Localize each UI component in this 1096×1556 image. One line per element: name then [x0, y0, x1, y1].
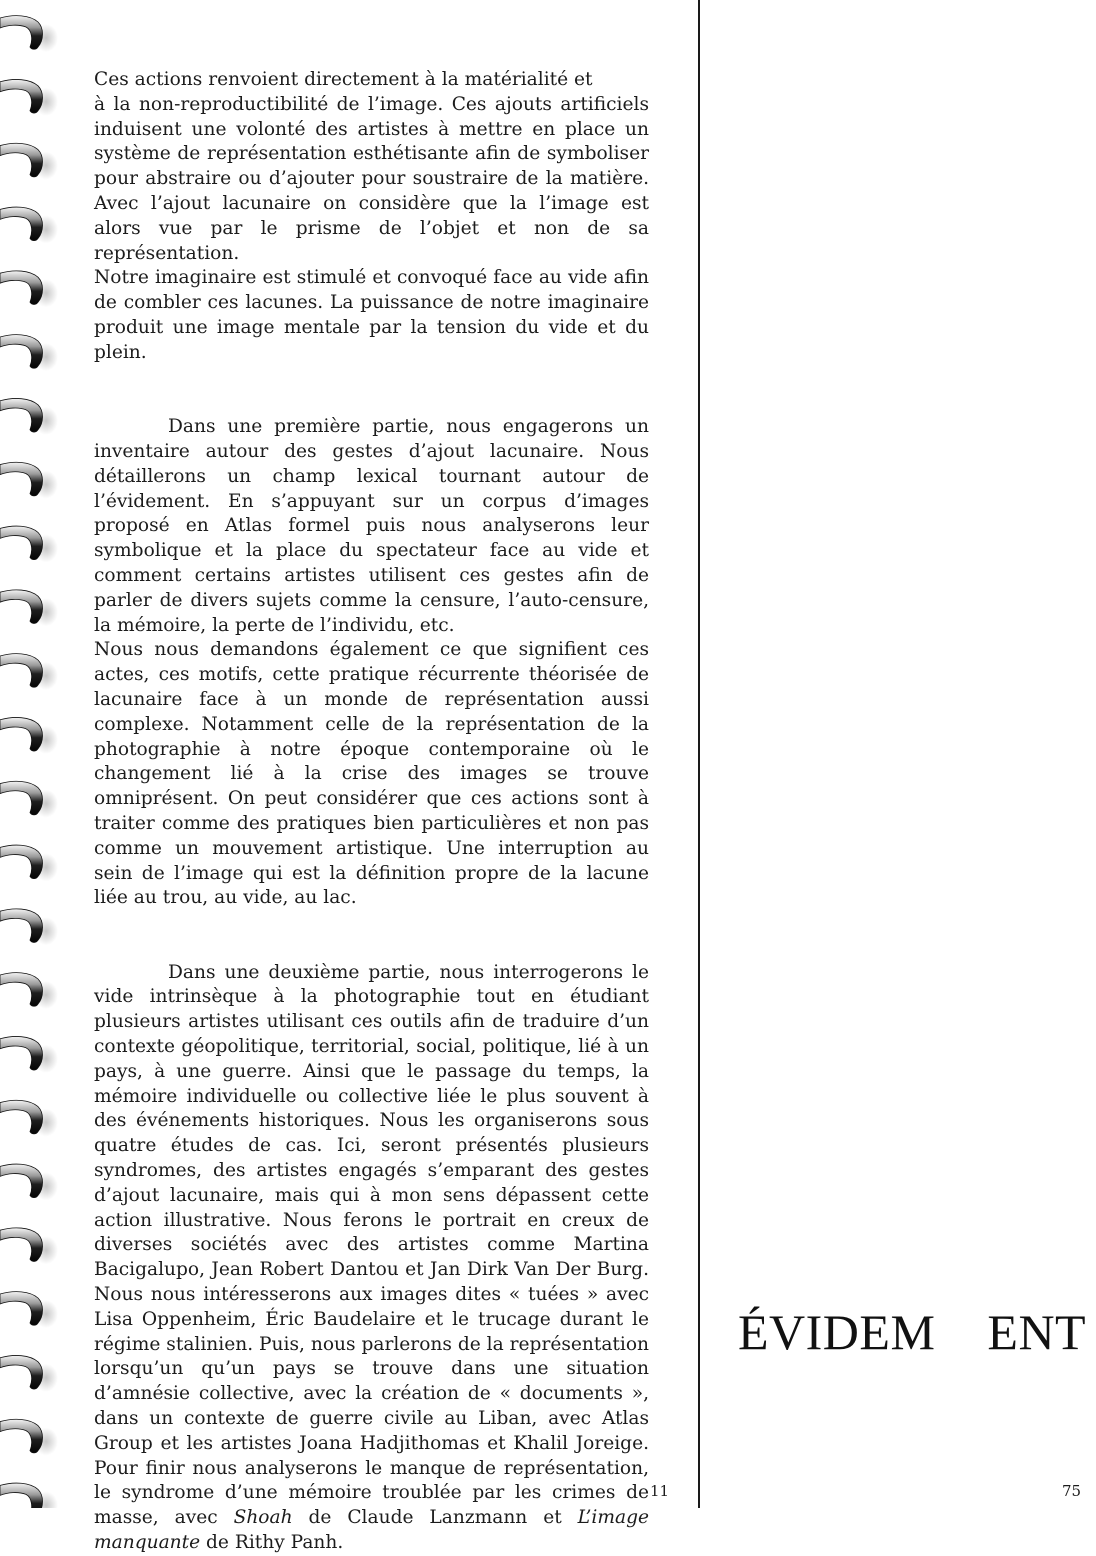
- page-divider: [698, 0, 700, 1508]
- paragraph-imaginaire: Notre imaginaire est stimulé et convoqué face au vide afin de combler ces lacunes. La puissance de notre imaginaire produit une image mentale par la tension du vide et du plein.: [94, 267, 649, 363]
- spiral-ring: [0, 845, 43, 879]
- title-shoah: Shoah: [233, 1507, 293, 1529]
- spiral-ring: [0, 1483, 43, 1508]
- spiral-ring: [0, 462, 43, 496]
- spiral-ring: [0, 1292, 43, 1326]
- spiral-binding: [0, 0, 60, 1508]
- spiral-ring: [0, 398, 43, 432]
- paragraph-deuxieme-partie: [94, 961, 649, 1556]
- title-image-manquante: L’image manquante: [94, 1507, 649, 1554]
- spiral-ring: [0, 143, 43, 177]
- paragraph-demandons: Nous nous demandons également ce que signifient ces actes, ces motifs, cette pratique récurrente théorisée de lacunaire face à un monde de représentation aussi complexe. Notamment celle de la représentation de la photographie à notre époque contemporaine où le changement lié à la crise des images se trouve omniprésent. On peut considérer que ces actions sont à traiter comme des pratiques bien particulières et non pas comme un mouvement artistique. Une interruption au sein de l’image qui est la définition propre de la lacune liée au trou, au vide, au lac.: [94, 639, 649, 909]
- spiral-ring: [0, 654, 43, 688]
- spiral-ring: [0, 16, 43, 50]
- spiral-ring: [0, 1419, 43, 1453]
- spiral-ring: [0, 590, 43, 624]
- paragraph-deuxieme-text: Dans une deuxième partie, nous interrogerons le vide intrinsèque à la photographie tout en étudiant plusieurs artistes utilisant ces outils afin de traduire d’un contexte géopolitique, territorial, social, politique, lié à un pays, à une guerre. Ainsi que le passage du temps, la mémoire individuelle ou collective liée le plus souvent à des événements historiques. Nous les organiserons sous quatre études de cas. Ici, seront présentés plusieurs syndromes, des artistes engagés s’emparant des gestes d’ajout lacunaire, mais qui à mon sens dépassent cette action illustrative. Nous ferons le portrait en creux de diverses sociétés avec des artistes comme Martina Bacigalupo, Jean Robert Dantou et Jan Dirk Van Der Burg. Nous nous intéresserons aux images dites « tuées » avec Lisa Oppenheim, Éric Baudelaire et le trucage durant le régime stalinien. Puis, nous parlerons de la représentation lorsqu’un qu’un pays se trouve dans une situation d’amnésie collective, avec la création de « documents », dans un contexte de guerre civile au Liban, avec Atlas Group et les artistes Joana Hadjithomas et Khalil Joreige. Pour finir nous analyserons le manque de représentation, le syndrome d’une mémoire troublée par les crimes de masse, avec: [94, 961, 649, 1529]
- paragraph-deuxieme-between: de Claude Lanzmann et: [292, 1507, 578, 1529]
- spiral-ring: [0, 1228, 43, 1262]
- spiral-ring: [0, 1100, 43, 1134]
- paragraph-deuxieme-end: de Rithy Panh.: [200, 1532, 344, 1554]
- left-page-text: [94, 68, 649, 1556]
- right-page-number: 75: [1062, 1482, 1082, 1500]
- paragraph-premiere-partie: Dans une première partie, nous engagerons un inventaire autour des gestes d’ajout lacunaire. Nous détaillerons un champ lexical tournant autour de l’évidement. En s’appuyant sur un corpus d’images proposé en Atlas formel puis nous analyserons leur symbolique et la place du spectateur face au vide et comment certains artistes utilisent ces gestes afin de parler de divers sujets comme la censure, l’auto-censure, la mémoire, la perte de l’individu, etc.: [94, 416, 649, 636]
- spiral-ring: [0, 79, 43, 113]
- paragraph-intro-line-1: Ces actions renvoient directement à la matérialité et: [94, 69, 593, 90]
- spiral-ring: [0, 909, 43, 943]
- spiral-ring: [0, 1355, 43, 1389]
- spiral-ring: [0, 526, 43, 560]
- left-page-number: 11: [650, 1482, 670, 1500]
- spiral-ring: [0, 1036, 43, 1070]
- spiral-ring: [0, 973, 43, 1007]
- right-page-title: ÉVIDEM ENT: [738, 1304, 1087, 1360]
- spiral-ring: [0, 207, 43, 241]
- spiral-ring: [0, 335, 43, 369]
- spiral-ring: [0, 271, 43, 305]
- spiral-ring: [0, 781, 43, 815]
- paragraph-intro: à la non-reproductibilité de l’image. Ces ajouts artificiels induisent une volonté des artistes à mettre en place un système de représentation esthétisante afin de symboliser pour abstraire ou d’ajouter pour soustraire de la matière. Avec l’ajout lacunaire on considère que la l’image est alors vue par le prisme de l’objet et non de sa représentation.: [94, 93, 649, 264]
- spiral-ring: [0, 717, 43, 751]
- spiral-ring: [0, 1164, 43, 1198]
